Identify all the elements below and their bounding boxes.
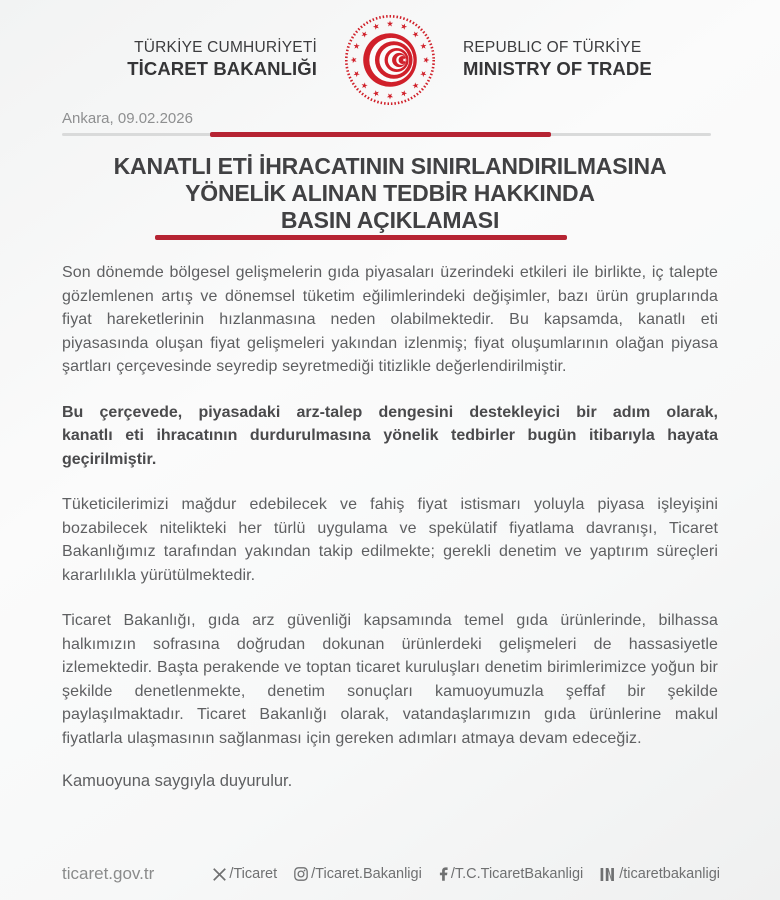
social-handle: /Ticaret.Bakanligi <box>311 866 422 882</box>
press-release-body <box>62 261 718 791</box>
social-link-nsosyal[interactable] <box>600 866 720 882</box>
footer <box>62 864 720 884</box>
top-divider <box>62 132 718 138</box>
ministry-name-tr <box>77 39 317 80</box>
social-link-facebook[interactable] <box>439 866 583 882</box>
header <box>62 0 718 107</box>
nsosyal-icon <box>600 868 616 881</box>
closing-line: Kamuoyuna saygıyla duyurulur. <box>62 772 293 790</box>
body-paragraph: Ticaret Bakanlığı, gıda arz güvenliği kapsamında temel gıda ürünlerinde, bilhassa halkımızın sofrasına doğrudan dokunan ürünlerdeki gelişmeleri de hassasiyetle izlemektedir. Başta perakende ve toptan ticaret kuruluşları denetim birimlerimizce yoğun bir şekilde denetlenmekte, denetim sonuçları kamuoyumuzla şeffaf bir şekilde paylaşılmaktadır. Ticaret Bakanlığı olarak, vatandaşlarımızın gıda ürünlerine makul fiyatlarla ulaşmasının sağlanması için gereken adımları atmaya devam edeceğiz. <box>62 612 718 747</box>
social-links <box>213 866 720 882</box>
title-underline-bar <box>155 235 567 240</box>
facebook-icon <box>439 867 448 881</box>
ministry-of-trade-emblem-logo <box>343 13 437 107</box>
page-title <box>62 153 718 234</box>
ministry-name-en <box>463 39 703 80</box>
social-handle: /Ticaret <box>229 866 278 882</box>
social-link-x[interactable] <box>213 866 277 882</box>
ministry-name-en-line1: REPUBLIC OF TÜRKİYE <box>463 39 642 57</box>
ministry-name-tr-line1: TÜRKİYE CUMHURİYETİ <box>134 39 317 57</box>
social-link-instagram[interactable] <box>294 866 422 882</box>
instagram-icon <box>294 867 308 881</box>
dateline: Ankara, 09.02.2026 <box>62 110 193 127</box>
page-title-line: KANATLI ETİ İHRACATININ SINIRLANDIRILMASINA <box>113 153 667 179</box>
body-paragraph: Son dönemde bölgesel gelişmelerin gıda piyasaları üzerindeki etkileri ile birlikte, iç talepte gözlemlenen artış ve dönemsel tüketim eğilimlerindeki değişimler, bazı ürün gruplarında fiyat hareketlerinin hızlanmasına neden olabilmektedir. Bu kapsamda, kanatlı eti piyasasında oluşan fiyat gelişmeleri yakından izlenmiş; fiyat oluşumlarının olağan piyasa şartları çerçevesinde seyredip seyretmediği titizlikle değerlendirilmiştir. <box>62 264 718 375</box>
body-paragraph: Tüketicilerimizi mağdur edebilecek ve fahiş fiyat istismarı yoluyla piyasa işleyişini bozabilecek nitelikteki her türlü uygulama ve spekülatif fiyatlama davranışı, Ticaret Bakanlığımız tarafından yakından takip edilmekte; gerekli denetim ve yaptırım süreçleri kararlılıkla yürütülmektedir. <box>62 496 718 584</box>
body-paragraph-emphasis: Bu çerçevede, piyasadaki arz-talep dengesini destekleyici bir adım olarak, kanatlı eti ihracatının durdurulmasına yönelik tedbirler bugün itibarıyla hayata geçirilmiştir. <box>62 403 718 468</box>
social-handle: /T.C.TicaretBakanligi <box>450 866 584 882</box>
page-title-line: BASIN AÇIKLAMASI <box>280 207 500 233</box>
x-icon <box>213 868 226 881</box>
ministry-name-en-line2: MINISTRY OF TRADE <box>463 58 652 80</box>
website-link[interactable]: ticaret.gov.tr <box>62 864 155 883</box>
divider-red-segment <box>210 132 551 137</box>
social-handle: /ticaretbakanligi <box>619 866 720 882</box>
ministry-name-tr-line2: TİCARET BAKANLIĞI <box>127 58 317 80</box>
page-title-line: YÖNELİK ALINAN TEDBİR HAKKINDA <box>185 180 595 206</box>
